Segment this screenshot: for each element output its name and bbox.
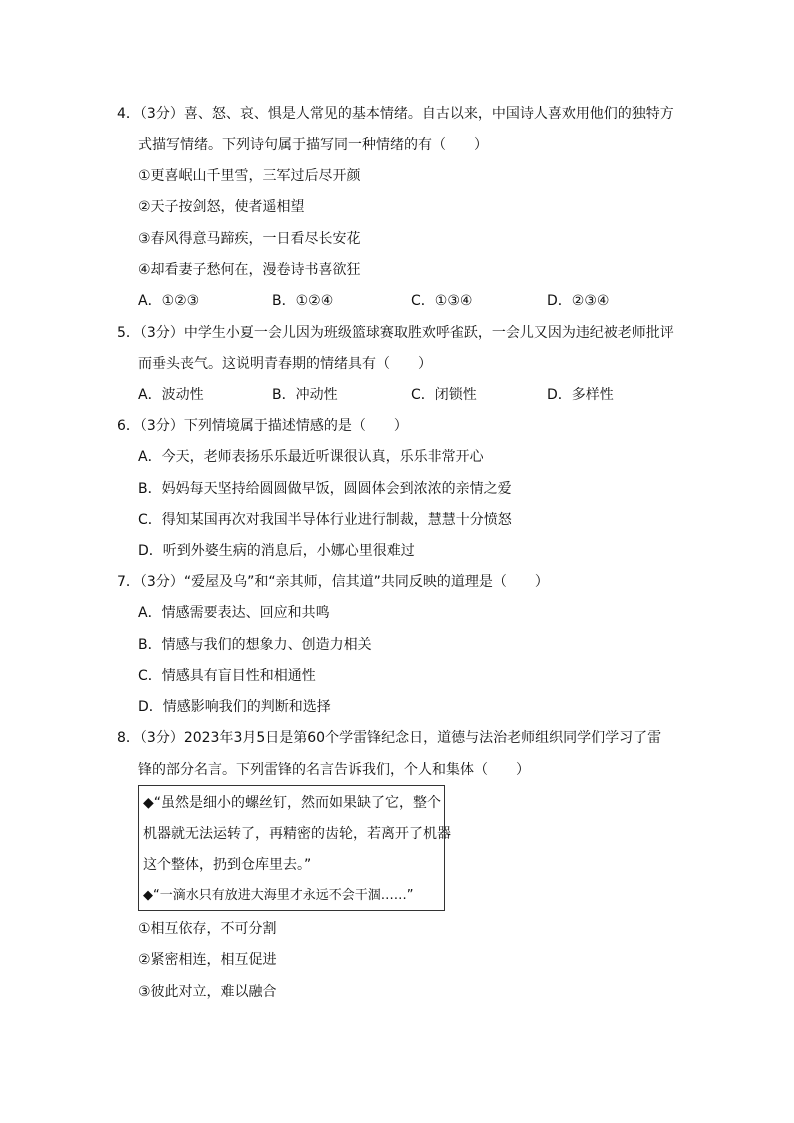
q4-option-a[interactable]: A．①②③ [138, 293, 200, 309]
q6-option-c[interactable]: C．得知某国再次对我国半导体行业进行制裁，慧慧十分愤怒 [138, 512, 512, 528]
q7-option-c[interactable]: C．情感具有盲目性和相通性 [138, 668, 316, 684]
q4-item-1: ①更喜岷山千里雪，三军过后尽开颜 [138, 168, 361, 184]
quote-line-3: 这个整体，扔到仓库里去。” [143, 857, 312, 873]
q5-option-c[interactable]: C．闭锁性 [411, 387, 477, 403]
q6-option-a[interactable]: A．今天，老师表扬乐乐最近听课很认真，乐乐非常开心 [138, 449, 484, 465]
q4-option-c[interactable]: C．①③④ [411, 293, 473, 309]
q7-option-d[interactable]: D．情感影响我们的判断和选择 [138, 699, 331, 715]
q7-option-b[interactable]: B．情感与我们的想象力、创造力相关 [138, 637, 372, 653]
q6-option-b[interactable]: B．妈妈每天坚持给圆圆做早饭，圆圆体会到浓浓的亲情之爱 [138, 481, 512, 497]
quote-line-1: ◆“虽然是细小的螺丝钉，然而如果缺了它，整个 [143, 795, 442, 811]
q5-option-b[interactable]: B．冲动性 [272, 387, 338, 403]
q8-item-2: ②紧密相连，相互促进 [138, 952, 277, 968]
quote-box [138, 785, 451, 911]
quote-line-4: ◆“一滴水只有放进大海里才永远不会干涸……” [143, 888, 414, 903]
q5-stem-line1: 5．（3分）中学生小夏一会儿因为班级篮球赛取胜欢呼雀跃，一会儿又因为违纪被老师批评 [117, 325, 674, 341]
q8-stem-line2: 锋的部分名言。下列雷锋的名言告诉我们，个人和集体（ ） [138, 762, 530, 778]
q4-option-d[interactable]: D．②③④ [547, 293, 610, 309]
q5-option-a[interactable]: A．波动性 [138, 387, 204, 403]
q4-item-3: ③春风得意马蹄疾，一日看尽长安花 [138, 231, 361, 247]
q8-item-3: ③彼此对立，难以融合 [138, 984, 277, 1000]
q5-stem-line2: 而垂头丧气。这说明青春期的情绪具有（ ） [138, 356, 432, 372]
q4-item-4: ④却看妻子愁何在，漫卷诗书喜欲狂 [138, 262, 361, 278]
q5-option-d[interactable]: D．多样性 [547, 387, 614, 403]
quote-line-2: 机器就无法运转了，再精密的齿轮，若离开了机器 [143, 826, 451, 842]
q4-option-b[interactable]: B．①②④ [272, 293, 334, 309]
q6-stem-line1: 6．（3分）下列情境属于描述情感的是（ ） [117, 418, 408, 434]
q4-stem-line1: 4．（3分）喜、怒、哀、惧是人常见的基本情绪。自古以来，中国诗人喜欢用他们的独特方 [117, 106, 674, 122]
q8-item-1: ①相互依存，不可分割 [138, 921, 277, 937]
q8-stem-line1: 8．（3分）2023年3月5日是第60个学雷锋纪念日，道德与法治老师组织同学们学习了雷 [117, 730, 662, 746]
q6-option-d[interactable]: D．听到外婆生病的消息后，小娜心里很难过 [138, 543, 415, 559]
q7-stem-line1: 7．（3分）“爱屋及乌”和“亲其师，信其道”共同反映的道理是（ ） [117, 574, 549, 590]
q4-item-2: ②天子按剑怒，使者遥相望 [138, 199, 305, 215]
q4-stem-line2: 式描写情绪。下列诗句属于描写同一种情绪的有（ ） [138, 137, 488, 153]
q7-option-a[interactable]: A．情感需要表达、回应和共鸣 [138, 605, 330, 621]
